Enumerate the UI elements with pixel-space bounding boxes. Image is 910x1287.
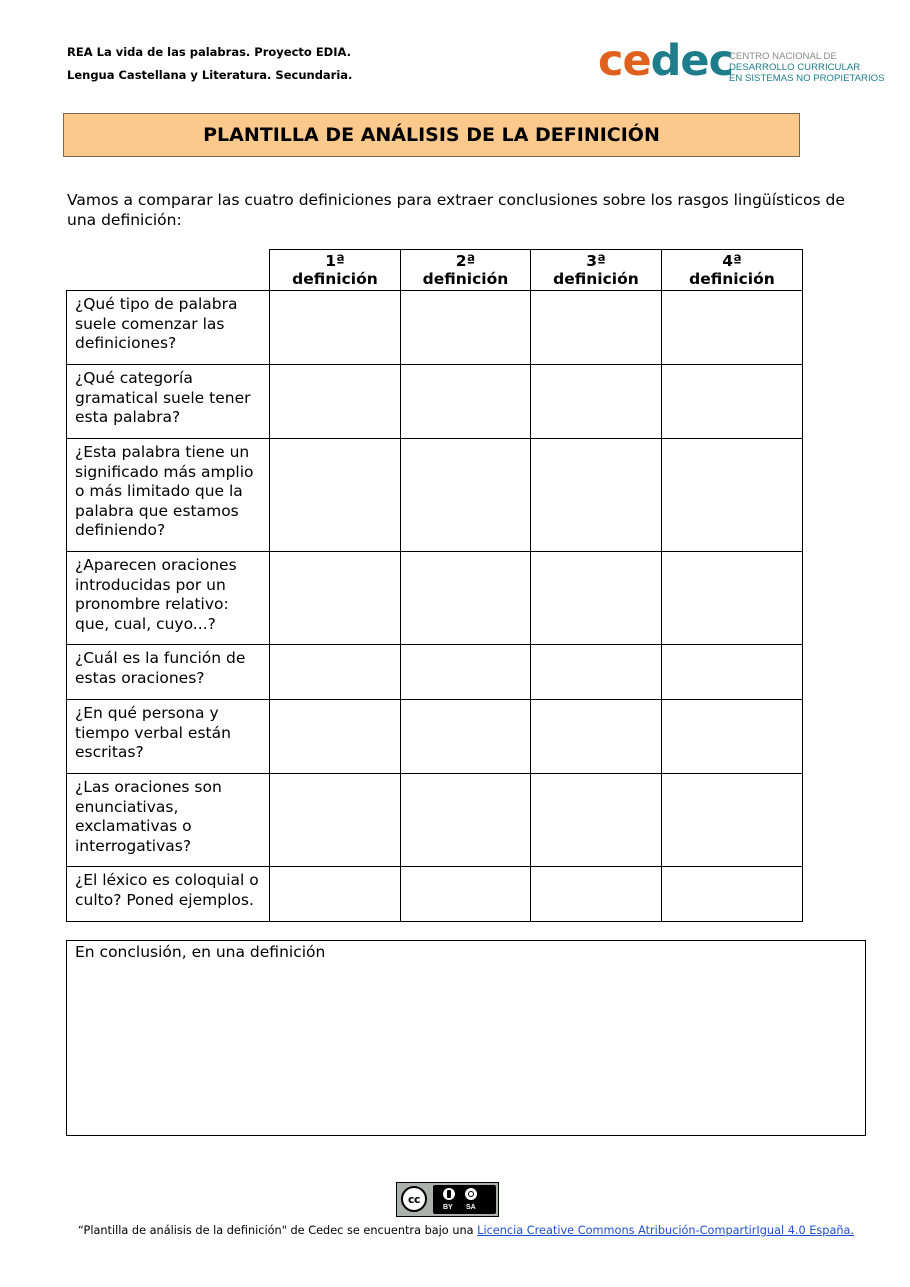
logo-subtitle: [729, 51, 889, 84]
by-label: BY: [443, 1204, 453, 1211]
logo-wordmark: [598, 38, 733, 84]
share-alike-icon: [463, 1186, 479, 1202]
answer-cell[interactable]: [401, 552, 531, 645]
answer-cell[interactable]: [531, 645, 662, 700]
answer-cell[interactable]: [270, 291, 401, 365]
license-footer: [78, 1224, 878, 1237]
header-subject-line: Lengua Castellana y Literatura. Secundaria.: [67, 68, 353, 82]
answer-cell[interactable]: [531, 439, 662, 552]
column-header: [662, 250, 803, 291]
cc-by-sa-badge[interactable]: [396, 1182, 499, 1217]
table-row: [67, 552, 803, 645]
answer-cell[interactable]: [270, 774, 401, 867]
answer-cell[interactable]: [401, 774, 531, 867]
column-label: definición: [292, 270, 378, 288]
attribution-icon: [441, 1186, 457, 1202]
logo-subtitle-line: DESARROLLO CURRICULAR: [729, 62, 861, 73]
conclusion-box[interactable]: [66, 940, 866, 1136]
sa-label: SA: [466, 1204, 476, 1211]
table-row: [67, 291, 803, 365]
column-number: 4ª: [722, 252, 742, 270]
column-number: 1ª: [325, 252, 345, 270]
answer-cell[interactable]: [270, 700, 401, 774]
answer-cell[interactable]: [401, 365, 531, 439]
license-link[interactable]: Licencia Creative Commons Atribución-CompartirIgual 4.0 España.: [477, 1224, 855, 1237]
table-row: [67, 700, 803, 774]
answer-cell[interactable]: [662, 365, 803, 439]
footer-text: “Plantilla de análisis de la definición" de Cedec se encuentra bajo una: [78, 1224, 478, 1237]
logo-word-part2: dec: [650, 36, 734, 86]
answer-cell[interactable]: [662, 774, 803, 867]
logo-subtitle-line: EN SISTEMAS NO PROPIETARIOS: [729, 73, 885, 84]
question-cell: ¿Esta palabra tiene un significado más amplio o más limitado que la palabra que estamos definiendo?: [67, 439, 270, 552]
table-row: [67, 774, 803, 867]
column-number: 3ª: [586, 252, 606, 270]
table-corner: [67, 250, 270, 291]
question-cell: ¿Qué tipo de palabra suele comenzar las definiciones?: [67, 291, 270, 365]
question-cell: ¿El léxico es coloquial o culto? Poned ejemplos.: [67, 867, 270, 922]
column-label: definición: [553, 270, 639, 288]
answer-cell[interactable]: [662, 867, 803, 922]
column-label: definición: [689, 270, 775, 288]
table-row: [67, 867, 803, 922]
answer-cell[interactable]: [662, 291, 803, 365]
answer-cell[interactable]: [531, 867, 662, 922]
answer-cell[interactable]: [401, 645, 531, 700]
answer-cell[interactable]: [401, 700, 531, 774]
column-number: 2ª: [455, 252, 476, 270]
table-row: [67, 365, 803, 439]
table-row: [67, 645, 803, 700]
analysis-table: [66, 249, 803, 922]
logo-word-part1: ce: [598, 36, 651, 86]
conclusion-prompt: En conclusión, en una definición: [75, 943, 326, 961]
answer-cell[interactable]: [531, 700, 662, 774]
answer-cell[interactable]: [531, 552, 662, 645]
header-project-line: REA La vida de las palabras. Proyecto EDIA.: [67, 45, 351, 59]
answer-cell[interactable]: [270, 867, 401, 922]
answer-cell[interactable]: [662, 645, 803, 700]
column-header: [401, 250, 531, 291]
question-cell: ¿En qué persona y tiempo verbal están escritas?: [67, 700, 270, 774]
answer-cell[interactable]: [270, 439, 401, 552]
answer-cell[interactable]: [531, 365, 662, 439]
intro-paragraph: Vamos a comparar las cuatro definiciones para extraer conclusiones sobre los rasgos lingüísticos de una definición:: [67, 191, 845, 229]
answer-cell[interactable]: [270, 552, 401, 645]
answer-cell[interactable]: [401, 439, 531, 552]
answer-cell[interactable]: [662, 552, 803, 645]
answer-cell[interactable]: [270, 645, 401, 700]
answer-cell[interactable]: [531, 774, 662, 867]
column-header: [270, 250, 401, 291]
column-header: [531, 250, 662, 291]
page-title: PLANTILLA DE ANÁLISIS DE LA DEFINICIÓN: [63, 113, 800, 157]
question-cell: ¿Aparecen oraciones introducidas por un pronombre relativo: que, cual, cuyo...?: [67, 552, 270, 645]
question-cell: ¿Cuál es la función de estas oraciones?: [67, 645, 270, 700]
answer-cell[interactable]: [270, 365, 401, 439]
table-row: [67, 439, 803, 552]
question-cell: ¿Qué categoría gramatical suele tener esta palabra?: [67, 365, 270, 439]
answer-cell[interactable]: [662, 700, 803, 774]
logo-subtitle-line: CENTRO NACIONAL DE: [729, 51, 837, 62]
question-cell: ¿Las oraciones son enunciativas, exclamativas o interrogativas?: [67, 774, 270, 867]
column-label: definición: [422, 270, 509, 288]
answer-cell[interactable]: [401, 291, 531, 365]
answer-cell[interactable]: [401, 867, 531, 922]
answer-cell[interactable]: [531, 291, 662, 365]
cc-icon: cc: [401, 1186, 427, 1212]
answer-cell[interactable]: [662, 439, 803, 552]
